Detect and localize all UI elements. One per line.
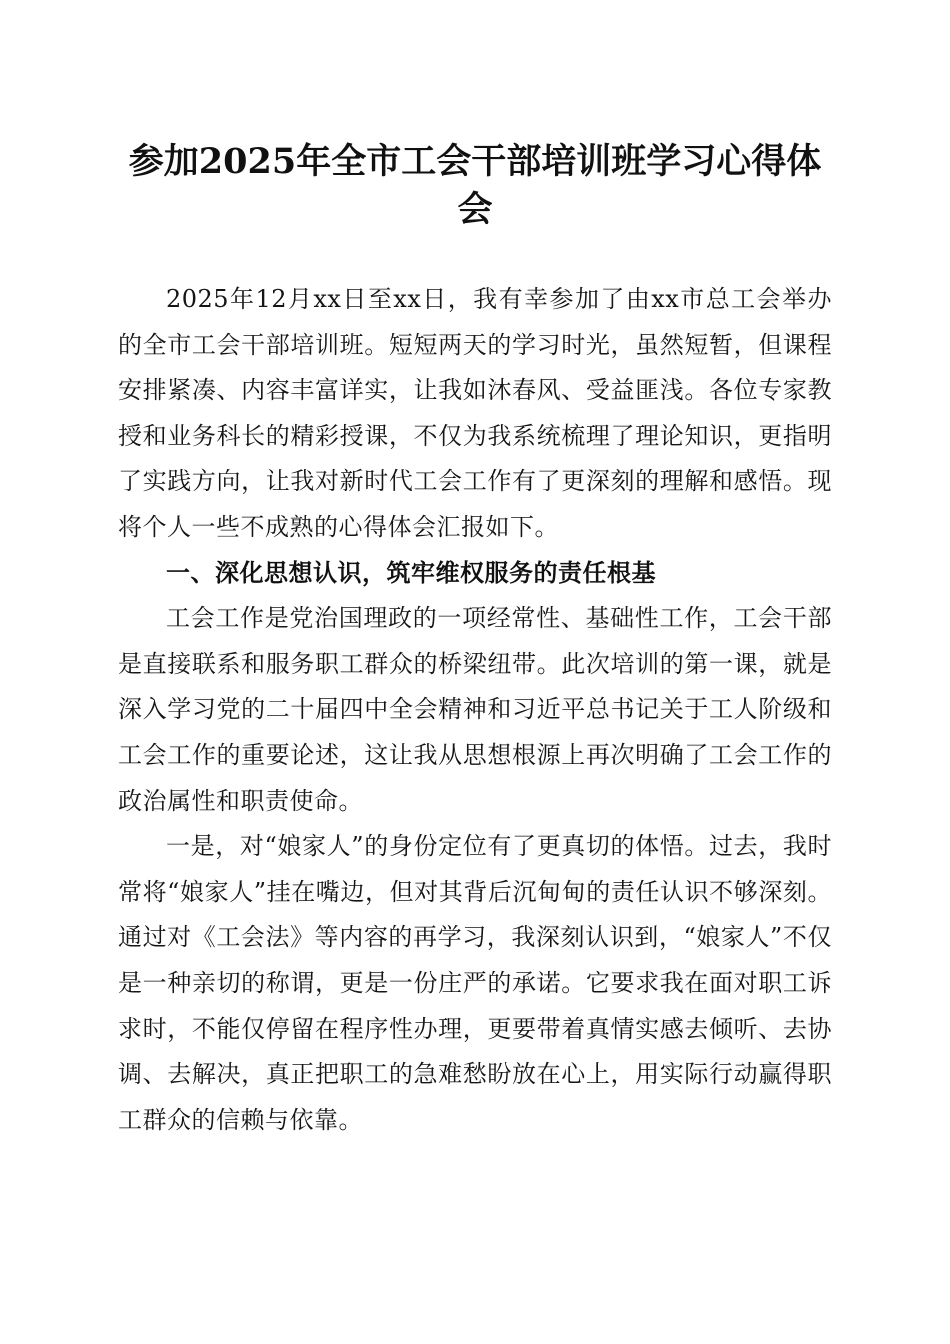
intro-paragraph: 2025年12月xx日至xx日，我有幸参加了由xx市总工会举办的全市工会干部培训班。短短两天的学习时光，虽然短暂，但课程安排紧凑、内容丰富详实，让我如沐春风、受益匪浅。各位专家教授和业务科长的精彩授课，不仅为我系统梳理了理论知识，更指明了实践方向，让我对新时代工会工作有了更深刻的理解和感悟。现将个人一些不成熟的心得体会汇报如下。	[118, 285, 832, 541]
section-heading-1: 一、深化思想认识，筑牢维权服务的责任根基	[166, 558, 656, 587]
point-1-paragraph: 一是，对“娘家人”的身份定位有了更真切的体悟。过去，我时常将“娘家人”挂在嘴边，但对其背后沉甸甸的责任认识不够深刻。通过对《工会法》等内容的再学习，我深刻认识到，“娘家人”不仅是一种亲切的称谓，更是一份庄严的承诺。它要求我在面对职工诉求时，不能仅停留在程序性办理，更要带着真情实感去倾听、去协调、去解决，真正把职工的急难愁盼放在心上，用实际行动赢得职工群众的信赖与依靠。	[118, 832, 832, 1134]
document-title: 参加2025年全市工会干部培训班学习心得体会	[128, 141, 822, 230]
section-1-paragraph: 工会工作是党治国理政的一项经常性、基础性工作，工会干部是直接联系和服务职工群众的桥梁纽带。此次培训的第一课，就是深入学习党的二十届四中全会精神和习近平总书记关于工人阶级和工会工作的重要论述，这让我从思想根源上再次明确了工会工作的政治属性和职责使命。	[118, 604, 832, 815]
document-body	[118, 277, 832, 1143]
